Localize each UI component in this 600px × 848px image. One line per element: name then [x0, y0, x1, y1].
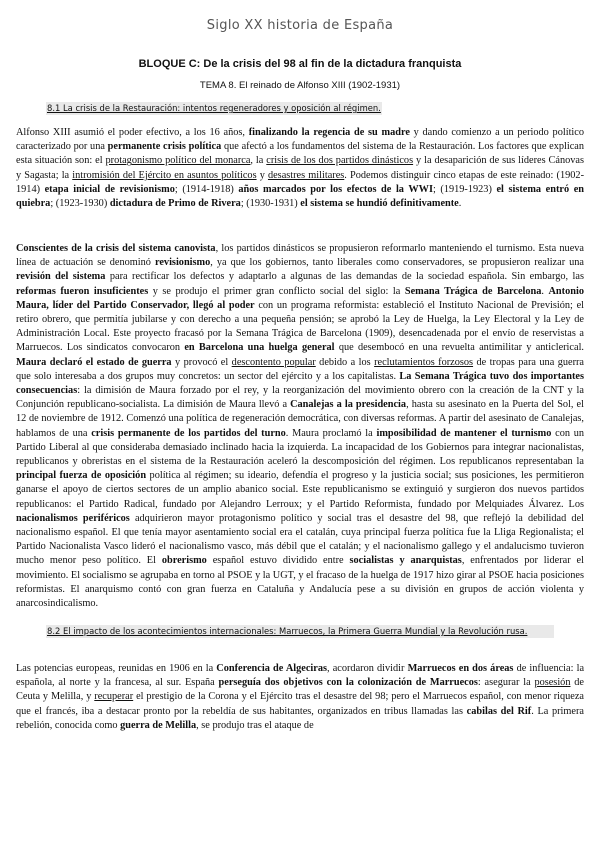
text-run: Las potencias europeas, reunidas en 1906 en la	[16, 663, 217, 674]
text-run: , los partidos dinásticos se propusieron reformarlo manteniendo el turnismo. Esta nueva línea de actuación se denominó	[16, 243, 584, 269]
text-run: y dando comienzo a un periodo político caracterizado por una	[16, 127, 585, 153]
underlined-text: desastres militares	[267, 169, 345, 181]
text-run: y la desaparición de sus líderes Cánovas y Sagasta; la	[16, 155, 585, 181]
bold-text: permanente crisis política	[107, 141, 222, 153]
text-run: ; (1923-1930)	[50, 198, 110, 210]
text-run: de tropas para una guerra que solo interesaba a dos grupos muy concretos: un sector del ejército y a los capitalistas.	[16, 356, 585, 382]
bold-text: Conferencia de Algeciras	[216, 663, 328, 674]
bold-text: principal fuerza de oposición	[16, 470, 147, 482]
text-run: y	[256, 169, 268, 181]
bold-text: nacionalismos periféricos	[16, 512, 130, 524]
text-run: : la dimisión de Maura forzado por el rey, y la reorganización del movimiento obrero con la creación de la CNT y la Conjunción republicano-socialista. La dimisión de Maura llevó a	[16, 385, 584, 411]
text-run: adquirieron mayor protagonismo político y social tras el desastre del 98, que reflejó la debilidad del nacionalismo español. El que tenía mayor asentamiento social era el catalán, cuya principal fuerza política fue la Lliga Regionalista; el Partido Nacionalista Vasco lideró el nacionalismo vasco, más débil que el catalán; y el nacionalismo gallego y el andalucismo tuvieron mucho menor peso político. El	[16, 512, 584, 567]
text-run: Alfonso XIII asumió el poder efectivo, a los 16 años,	[16, 127, 249, 138]
text-run: que afectó a los fundamentos del sistema de la Restauración. Los factores que explican esta situación son: el	[16, 141, 585, 167]
bold-text: Marruecos en dos áreas	[407, 663, 514, 674]
underlined-text: intromisión del Ejército en asuntos políticos	[72, 169, 257, 181]
paragraph	[16, 242, 584, 611]
text-run: . Podemos distinguir cinco etapas de este reinado: (1902-1914)	[16, 169, 584, 195]
text-run: el prestigio de la Corona y el Ejército tras el desastre del 98; pero el Marruecos español, con menor riqueza que el francés, iba a destacar pronto por la rebeldía de sus habitantes, organizados en tribus llamadas las	[16, 691, 584, 717]
text-run: de influencia: la española, al norte y la francesa, al sur. España	[16, 663, 585, 689]
text-run: y se produjo el primer gran conflicto social del siglo: la	[148, 285, 405, 297]
text-run: .	[541, 285, 549, 297]
text-run: español estuvo dividido entre	[206, 555, 350, 567]
bold-text: Semana Trágica de Barcelona	[404, 285, 542, 297]
underlined-text: posesión	[534, 677, 571, 689]
text-run: : asegurar la	[477, 677, 535, 689]
bold-text: Canalejas a la presidencia	[290, 399, 407, 411]
bold-text: el sistema entró en quiebra	[16, 183, 584, 210]
text-run: . Maura proclamó la	[285, 427, 377, 439]
bold-text: cabilas del Rif	[466, 705, 532, 717]
text-run: , acordaron dividir	[327, 663, 408, 674]
bold-text: reformas fueron insuficientes	[16, 285, 149, 297]
text-run: , ya que los gobiernos, tanto liberales como conservadores, se propusieron realizar una	[210, 257, 584, 269]
bold-text: perseguía dos objetivos con la colonización de Marruecos	[218, 677, 478, 689]
bold-text: en Barcelona una huelga general	[184, 342, 335, 354]
bold-text: imposibilidad de mantener el turnismo	[376, 427, 552, 439]
bold-text: Antonio Maura, líder del Partido Conservador, llegó al poder	[16, 285, 584, 311]
text-run: con un programa reformista: estableció el Instituto Nacional de Previsión; el retiro obrero, que permitía jubilarse y con derecho a una pequeña pensión; se aprobó la Ley de Huelga, la Ley Electoral y la Ley de Administración Local. Este proyecto fracasó por la Semana Trágica de Barcelona (1909), desencadenada por el envío de reservistas a Marruecos. Los sindicatos convocaron	[16, 299, 585, 354]
bold-text: años marcados por los efectos de la WWI	[238, 183, 433, 195]
bold-text: Maura declaró el estado de guerra	[16, 356, 172, 368]
text-run: ; (1919-1923)	[432, 183, 497, 195]
text-run: debido a los	[315, 356, 375, 368]
text-run: para rectificar los defectos y adaptarlo a algunas de las demandas de la sociedad española. Sin embargo, las	[105, 271, 584, 283]
underlined-text: recuperar	[94, 691, 134, 703]
document-title: Siglo XX historia de España	[206, 18, 394, 33]
underlined-text: descontento popular	[231, 356, 316, 368]
paragraph	[16, 126, 584, 211]
text-run: , se produjo tras el ataque de	[196, 719, 314, 731]
section-heading-8-2: 8.2 El impacto de los acontecimientos internacionales: Marruecos, la Primera Guerra Mundial y la Revolución rusa.	[46, 625, 554, 638]
block-title: BLOQUE C: De la crisis del 98 al fin de la dictadura franquista	[138, 58, 462, 70]
bold-text: dictadura de Primo de Rivera	[109, 198, 241, 210]
text-run: política al régimen; su ideario, defendía el progreso y la justicia social; sus posiciones, les permitieron ganarse el apoyo de ciertos sectores de un amplio abanico social. Este republicanismo se extinguió y surgieron dos nuevos partidos republicanos: el Partido Radical, fundado por Alejandro Lerroux; y el Partido Reformista, fundado por Melquiades Álvarez. Los	[16, 470, 584, 510]
underlined-text: crisis de los dos partidos dinásticos	[266, 155, 414, 167]
bold-text: revisionismo	[154, 257, 211, 269]
bold-text: revisión del sistema	[16, 271, 106, 283]
text-run: . La primera rebelión, conocida como	[16, 705, 584, 731]
text-run: , la	[250, 155, 267, 167]
bold-text: obrerismo	[161, 555, 207, 567]
paragraph	[16, 662, 584, 733]
bold-text: socialistas y anarquistas	[349, 555, 462, 567]
tema-title: TEMA 8. El reinado de Alfonso XIII (1902-1931)	[199, 80, 401, 91]
text-run: y provocó el	[171, 356, 232, 368]
text-run: con un Partido Liberal al que consideraba demasiado inclinado hacia la izquierda. La incapacidad de los Gobiernos para integrar nacionalistas, republicanos y obreristas en el sistema de la Restauración aceleró la descomposición del régimen. Los republicanos representaban la	[16, 427, 585, 468]
text-run: , enfrentados por liderar el movimiento. El socialismo se agrupaba en torno al PSOE y la UGT, y el fracaso de la huelga de 1917 hizo girar al PSOE hacia posiciones reformistas. El anarquismo contó con gran fuerza en Cataluña y Andalucía pese a su división en grupos de acción violenta y anarcosindicalismo.	[16, 555, 584, 610]
text-run: , hasta su asesinato en la Puerta del Sol, el 12 de noviembre de 1912. Comenzó una política de regeneración democrática, con diversas reformas. A partir del asesinato de Canalejas, hablamos de una	[16, 399, 584, 439]
bold-text: finalizando la regencia de su madre	[248, 127, 410, 138]
text-run: .	[458, 198, 462, 210]
bold-text: Conscientes de la crisis del sistema canovista	[16, 243, 216, 254]
section-heading-8-1: 8.1 La crisis de la Restauración: intentos regeneradores y oposición al régimen.	[47, 103, 381, 113]
bold-text: guerra de Melilla	[120, 719, 197, 731]
bold-text: el sistema se hundió definitivamente	[300, 198, 459, 210]
bold-text: etapa inicial de revisionismo	[44, 183, 175, 195]
underlined-text: reclutamientos forzosos	[374, 356, 474, 368]
text-run: de Ceuta y Melilla, y	[16, 677, 584, 703]
text-run: ; (1930-1931)	[240, 198, 301, 210]
text-run: que desembocó en una revuelta antimilitar y anticlerical.	[334, 342, 584, 354]
text-run: ; (1914-1918)	[174, 183, 239, 195]
bold-text: crisis permanente de los partidos del turno	[91, 427, 286, 439]
bold-text: La Semana Trágica tuvo dos importantes consecuencias	[16, 370, 584, 397]
underlined-text: protagonismo político del monarca	[105, 155, 251, 167]
